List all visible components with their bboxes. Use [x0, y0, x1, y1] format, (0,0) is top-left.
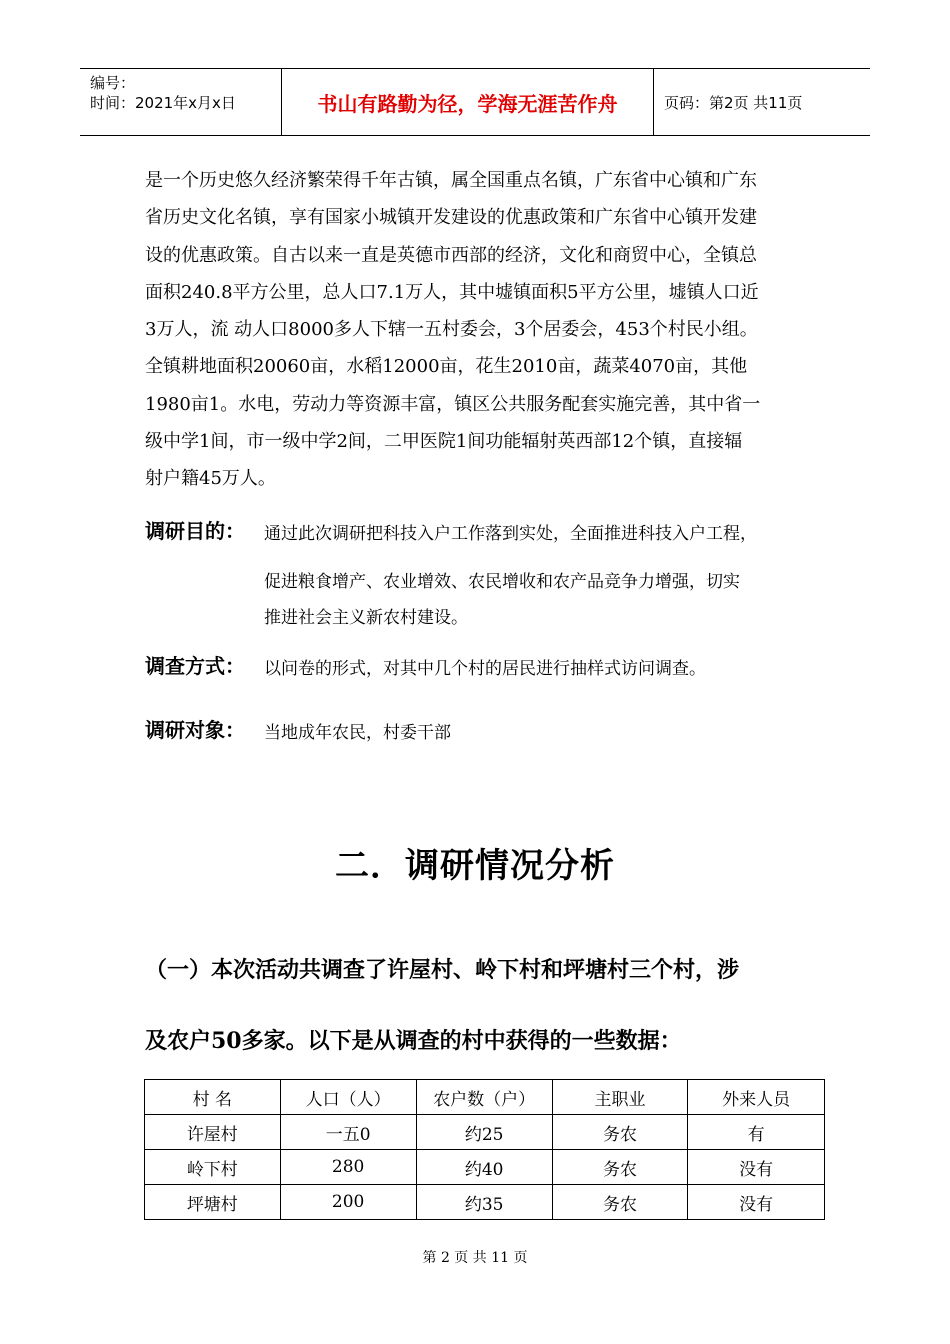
table-cell: 坪塘村 [145, 1185, 281, 1220]
table-header-cell: 外来人员 [688, 1080, 825, 1115]
purpose-line: 推进社会主义新农村建设。 [264, 608, 468, 628]
table-cell: 许屋村 [145, 1115, 281, 1150]
table-header-cell: 人口（人） [280, 1080, 416, 1115]
table-cell: 280 [280, 1150, 416, 1185]
table-header-row [145, 1080, 825, 1115]
time-label: 时间：2021年x月x日 [90, 94, 236, 112]
table-row [145, 1150, 825, 1185]
table-cell: 务农 [552, 1150, 688, 1185]
table-cell: 一五0 [280, 1115, 416, 1150]
intro-line: 设的优惠政策。自古以来一直是英德市西部的经济，文化和商贸中心，全镇总 [145, 244, 757, 266]
page-header [80, 68, 870, 136]
purpose-label: 调研目的： [145, 519, 245, 543]
table-cell: 约40 [416, 1150, 552, 1185]
table-cell: 务农 [552, 1185, 688, 1220]
section-title: 二．调研情况分析 [335, 846, 615, 886]
intro-line: 省历史文化名镇，享有国家小城镇开发建设的优惠政策和广东省中心镇开发建 [145, 207, 757, 229]
table-cell: 约35 [416, 1185, 552, 1220]
subsection-line: （一）本次活动共调查了许屋村、岭下村和坪塘村三个村，涉 [145, 957, 740, 983]
method-block [145, 650, 706, 679]
table-cell: 200 [280, 1185, 416, 1220]
method-label: 调查方式： [145, 654, 245, 678]
method-text: 以问卷的形式，对其中几个村的居民进行抽样式访问调查。 [264, 659, 706, 679]
intro-line: 1980亩1。水电，劳动力等资源丰富，镇区公共服务配套实施完善，其中省一 [145, 393, 761, 415]
table-cell: 约25 [416, 1115, 552, 1150]
table-row [145, 1185, 825, 1220]
purpose-line: 促进粮食增产、农业增效、农民增收和农产品竞争力增强，切实 [264, 572, 740, 592]
intro-line: 全镇耕地面积20060亩，水稻12000亩，花生2010亩，蔬菜4070亩，其他 [145, 356, 748, 378]
table-cell: 岭下村 [145, 1150, 281, 1185]
table-cell: 没有 [688, 1150, 825, 1185]
header-meta [80, 69, 281, 135]
subsection-line: 及农户50多家。以下是从调查的村中获得的一些数据： [145, 1028, 682, 1054]
village-data-table [144, 1079, 825, 1220]
table-cell: 没有 [688, 1185, 825, 1220]
table-row [145, 1115, 825, 1150]
table-header-cell: 村 名 [145, 1080, 281, 1115]
intro-line: 级中学1间，市一级中学2间，二甲医院1间功能辐射英西部12个镇，直接辐 [145, 431, 743, 453]
target-label: 调研对象： [145, 718, 245, 742]
page-footer: 第 2 页 共 11 页 [422, 1250, 528, 1266]
table-header-cell: 主职业 [552, 1080, 688, 1115]
intro-line: 是一个历史悠久经济繁荣得千年古镇，属全国重点名镇，广东省中心镇和广东 [145, 170, 757, 191]
purpose-line: 通过此次调研把科技入户工作落到实处，全面推进科技入户工程， [264, 524, 757, 544]
intro-paragraph [145, 162, 808, 498]
header-page-code: 页码：第2页 共11页 [664, 93, 803, 112]
intro-line: 面积240.8平方公里，总人口7.1万人，其中墟镇面积5平方公里，墟镇人口近 [145, 281, 759, 303]
target-text: 当地成年农民，村委干部 [264, 723, 451, 743]
target-block [145, 714, 451, 743]
intro-line: 3万人，流 动人口8000多人下辖一五村委会，3个居委会，453个村民小组。 [145, 319, 758, 341]
table-header-cell: 农户数（户） [416, 1080, 552, 1115]
table-cell: 有 [688, 1115, 825, 1150]
number-label: 编号： [90, 74, 136, 92]
header-motto: 书山有路勤为径，学海无涯苦作舟 [281, 69, 654, 135]
table-cell: 务农 [552, 1115, 688, 1150]
purpose-block [145, 515, 757, 628]
intro-line: 射户籍45万人。 [145, 468, 276, 490]
